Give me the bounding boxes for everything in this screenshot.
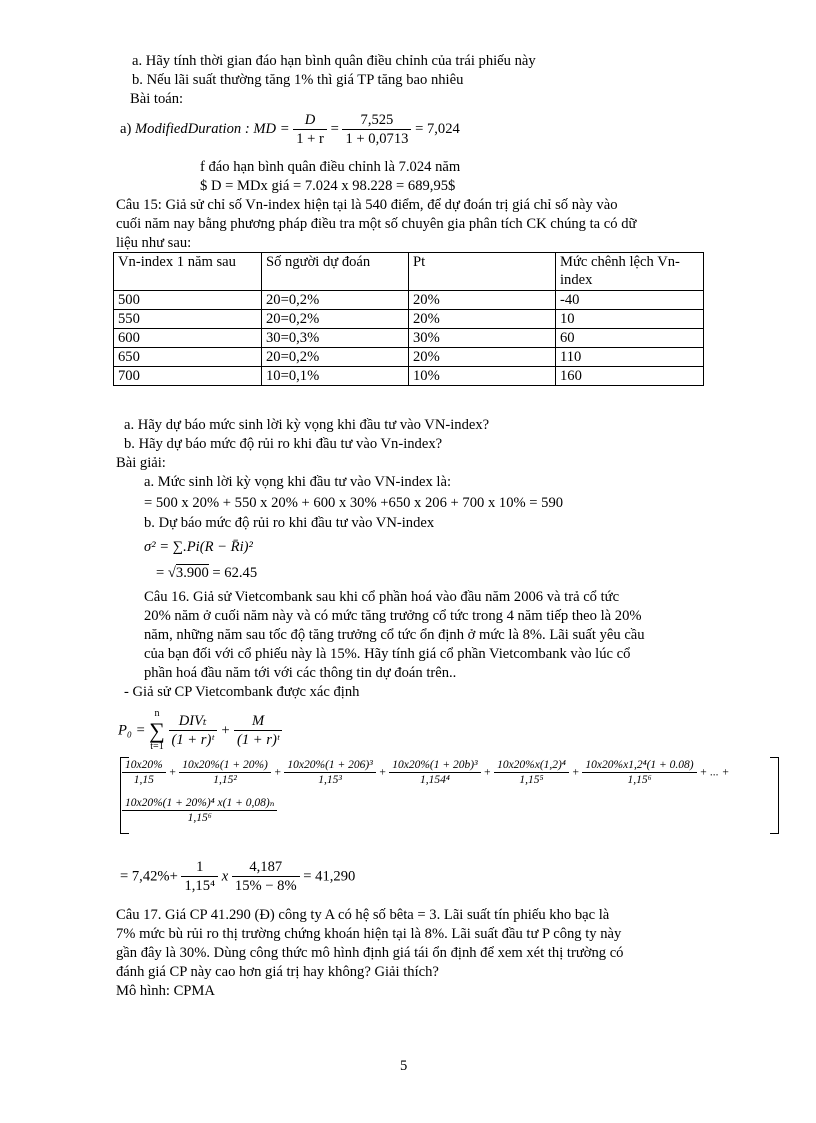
modified-duration-formula <box>120 111 460 148</box>
term-fraction <box>179 758 271 788</box>
table-header-text: index <box>560 272 593 288</box>
plus-sign: + <box>168 766 177 779</box>
fraction-denominator: 15% − 8% <box>234 878 297 895</box>
question-b: b. Nếu lãi suất thường tăng 1% thì giá TP tăng bao nhiêu <box>132 72 464 88</box>
fraction-numerator: M <box>234 712 282 731</box>
table-row <box>114 348 704 367</box>
question-17-line-4: đánh giá CP này cao hơn giá trị hay không? Giải thích? <box>116 964 439 980</box>
fraction-numerator: 10x20% <box>122 758 166 773</box>
table-row <box>114 329 704 348</box>
fraction-denominator: 1,15⁵ <box>519 774 544 787</box>
term-fraction <box>122 758 166 788</box>
question-a: a. Hãy tính thời gian đáo hạn bình quân điều chỉnh của trái phiếu này <box>132 53 536 69</box>
md-text-2: $ D = MDx giá = 7.024 x 98.228 = 689,95$ <box>200 178 456 194</box>
summation <box>149 708 165 753</box>
ellipsis: + ... + <box>699 766 730 779</box>
fraction-numerator: 10x20%x1,2⁴(1 + 0.08) <box>582 758 696 773</box>
question-17-line-3: gần đây là 30%. Dùng công thức mô hình định giá tái ổn định để xem xét thị trường có <box>116 945 624 961</box>
table-cell: 10 <box>556 310 704 329</box>
price-result-formula <box>120 858 355 895</box>
result-value: = 41,290 <box>303 868 356 885</box>
multiply-sign: x <box>221 868 229 885</box>
table-row <box>114 291 704 310</box>
dividend-expansion-row-2 <box>122 796 277 826</box>
question-after-a: a. Hãy dự báo mức sinh lời kỳ vọng khi đầu tư vào VN-index? <box>124 417 490 433</box>
result-fraction-2 <box>232 858 300 895</box>
solution-b: b. Dự báo mức độ rủi ro khi đầu tư vào VN-index <box>144 515 435 531</box>
table-header-text: Mức chênh lệch Vn- <box>560 254 680 270</box>
terminal-fraction <box>234 712 282 749</box>
question-15-line-2: cuối năm nay bằng phương pháp điều tra một số chuyên gia phân tích CK chúng ta có dữ <box>116 216 637 232</box>
table-cell: 500 <box>114 291 262 310</box>
p0-label: P₀ = <box>118 722 146 739</box>
fraction-denominator: 1,15 <box>133 774 154 787</box>
table-cell: -40 <box>556 291 704 310</box>
sum-icon: ∑ <box>149 717 165 743</box>
std-dev-formula <box>156 564 257 582</box>
question-15-line-1: Câu 15: Giả sử chỉ số Vn-index hiện tại là 540 điểm, để dự đoán trị giá chỉ số này vào <box>116 197 618 213</box>
question-16-line-1: Câu 16. Giả sử Vietcombank sau khi cổ phần hoá vào đầu năm 2006 và trả cổ tức <box>144 589 620 605</box>
question-16-line-4: của bạn đối với cổ phiếu này là 15%. Hãy tính giá cổ phần Vietcombank vào lúc cổ <box>144 646 631 662</box>
right-bracket <box>770 757 779 834</box>
fraction-numerator: 10x20%(1 + 20b)³ <box>389 758 480 773</box>
table-cell: 10% <box>409 367 556 386</box>
table-header-row <box>114 253 704 291</box>
question-16-line-5: phần hoá đầu năm tới với các thông tin dự đoán trên.. <box>144 665 457 681</box>
fraction-numerator: 10x20%(1 + 20%) <box>179 758 271 773</box>
solution-a-calculation: = 500 x 20% + 550 x 20% + 600 x 30% +650 x 206 + 700 x 10% = 590 <box>144 495 564 511</box>
fraction-denominator: 1 + r <box>296 131 324 148</box>
fraction-denominator: 1,15² <box>213 774 237 787</box>
variance-formula: σ² = ∑.Pi(R − R̄i)² <box>144 539 253 555</box>
question-17-line-1: Câu 17. Giá CP 41.290 (Đ) công ty A có hệ số bêta = 3. Lãi suất tín phiếu kho bạc là <box>116 907 610 923</box>
table-cell: 600 <box>114 329 262 348</box>
table-cell: 700 <box>114 367 262 386</box>
table-cell: 550 <box>114 310 262 329</box>
question-after-b: b. Hãy dự báo mức độ rủi ro khi đầu tư vào Vn-index? <box>124 436 443 452</box>
table-cell: 30=0,3% <box>262 329 409 348</box>
fraction-numerator: 10x20%x(1,2)⁴ <box>494 758 569 773</box>
fraction-denominator: 1,15³ <box>318 774 342 787</box>
table-cell: 20=0,2% <box>262 310 409 329</box>
sqrt-icon: √ <box>167 565 176 581</box>
result-fraction-1 <box>181 858 218 895</box>
plus-sign: + <box>273 766 282 779</box>
table-cell: 650 <box>114 348 262 367</box>
fraction-denominator: 1,15⁴ <box>184 878 216 895</box>
equals-sign: = <box>330 121 339 138</box>
table-header-cell: Số người dự đoán <box>262 253 409 291</box>
term-fraction <box>284 758 375 788</box>
fraction-numerator: 10x20%(1 + 20%)⁴ x(1 + 0,08)ₙ <box>122 796 277 811</box>
page-number: 5 <box>400 1058 408 1074</box>
dividend-fraction <box>169 712 217 749</box>
sum-upper: n <box>154 708 160 719</box>
problem-heading: Bài toán: <box>130 91 184 107</box>
question-17-line-2: 7% mức bù rủi ro thị trường chứng khoán hiện tại là 8%. Lãi suất đầu tư P công ty này <box>116 926 622 942</box>
fraction-denominator: (1 + r)ᵗ <box>171 732 214 748</box>
fraction-values <box>342 111 411 148</box>
dividend-expansion-row-1 <box>122 758 729 788</box>
fraction-denominator: 1 + 0,0713 <box>345 131 409 148</box>
equals-sign: = <box>156 565 165 581</box>
fraction-denominator: 1,154⁴ <box>419 774 450 787</box>
model-line: Mô hình: CPMA <box>116 983 215 999</box>
sum-lower: t=1 <box>150 740 164 752</box>
fraction-numerator: 4,187 <box>232 858 300 877</box>
fraction-numerator: DIVₜ <box>169 712 217 731</box>
std-dev-result: = 62.45 <box>212 565 258 581</box>
formula-label: ModifiedDuration : MD = <box>135 121 290 138</box>
table-cell: 30% <box>409 329 556 348</box>
table-cell: 20% <box>409 291 556 310</box>
term-fraction <box>494 758 569 788</box>
formula-prefix: a) <box>120 121 132 138</box>
term-fraction <box>122 796 277 826</box>
table-cell: 20=0,2% <box>262 291 409 310</box>
solution-a: a. Mức sinh lời kỳ vọng khi đầu tư vào VN-index là: <box>144 474 451 490</box>
question-16-line-2: 20% năm ở cuối năm này và có mức tăng trưởng cổ tức trong 4 năm tiếp theo là 20% <box>144 608 642 624</box>
table-row <box>114 367 704 386</box>
table-cell: 20% <box>409 310 556 329</box>
fraction-d-over-1r <box>293 111 327 148</box>
plus-sign: + <box>571 766 580 779</box>
table-header-cell: Vn-index 1 năm sau <box>114 253 262 291</box>
table-cell: 110 <box>556 348 704 367</box>
term-fraction <box>582 758 696 788</box>
fraction-numerator: 1 <box>181 858 218 877</box>
table-cell: 60 <box>556 329 704 348</box>
table-header-cell <box>556 253 704 291</box>
fraction-numerator: 7,525 <box>342 111 411 130</box>
sqrt-value: 3.900 <box>175 565 209 581</box>
question-15-line-3: liệu như sau: <box>116 235 192 251</box>
plus-sign: + <box>378 766 387 779</box>
plus-sign: + <box>483 766 492 779</box>
table-cell: 160 <box>556 367 704 386</box>
fraction-numerator: D <box>293 111 327 130</box>
md-text-1: f đáo hạn bình quân điều chỉnh là 7.024 năm <box>200 159 461 175</box>
table-cell: 10=0,1% <box>262 367 409 386</box>
fraction-numerator: 10x20%(1 + 206)³ <box>284 758 375 773</box>
fraction-denominator: 1,15⁶ <box>187 812 212 825</box>
term-fraction <box>389 758 480 788</box>
assumption-line: - Giả sử CP Vietcombank được xác định <box>124 684 360 700</box>
price-formula <box>118 708 282 753</box>
fraction-denominator: (1 + r)ᵗ <box>236 732 280 748</box>
question-16-line-3: năm, những năm sau tốc độ tăng trưởng cổ tức ổn định ở mức là 8%. Lãi suất yêu cầu <box>144 627 645 643</box>
formula-result: = 7,024 <box>415 121 460 138</box>
table-row <box>114 310 704 329</box>
fraction-denominator: 1,15⁶ <box>627 774 652 787</box>
table-cell: 20=0,2% <box>262 348 409 367</box>
plus-sign: + <box>220 722 231 739</box>
forecast-table <box>113 252 704 386</box>
result-prefix: = 7,42%+ <box>120 868 178 885</box>
table-header-cell: Pt <box>409 253 556 291</box>
table-cell: 20% <box>409 348 556 367</box>
solution-heading: Bài giải: <box>116 455 166 471</box>
